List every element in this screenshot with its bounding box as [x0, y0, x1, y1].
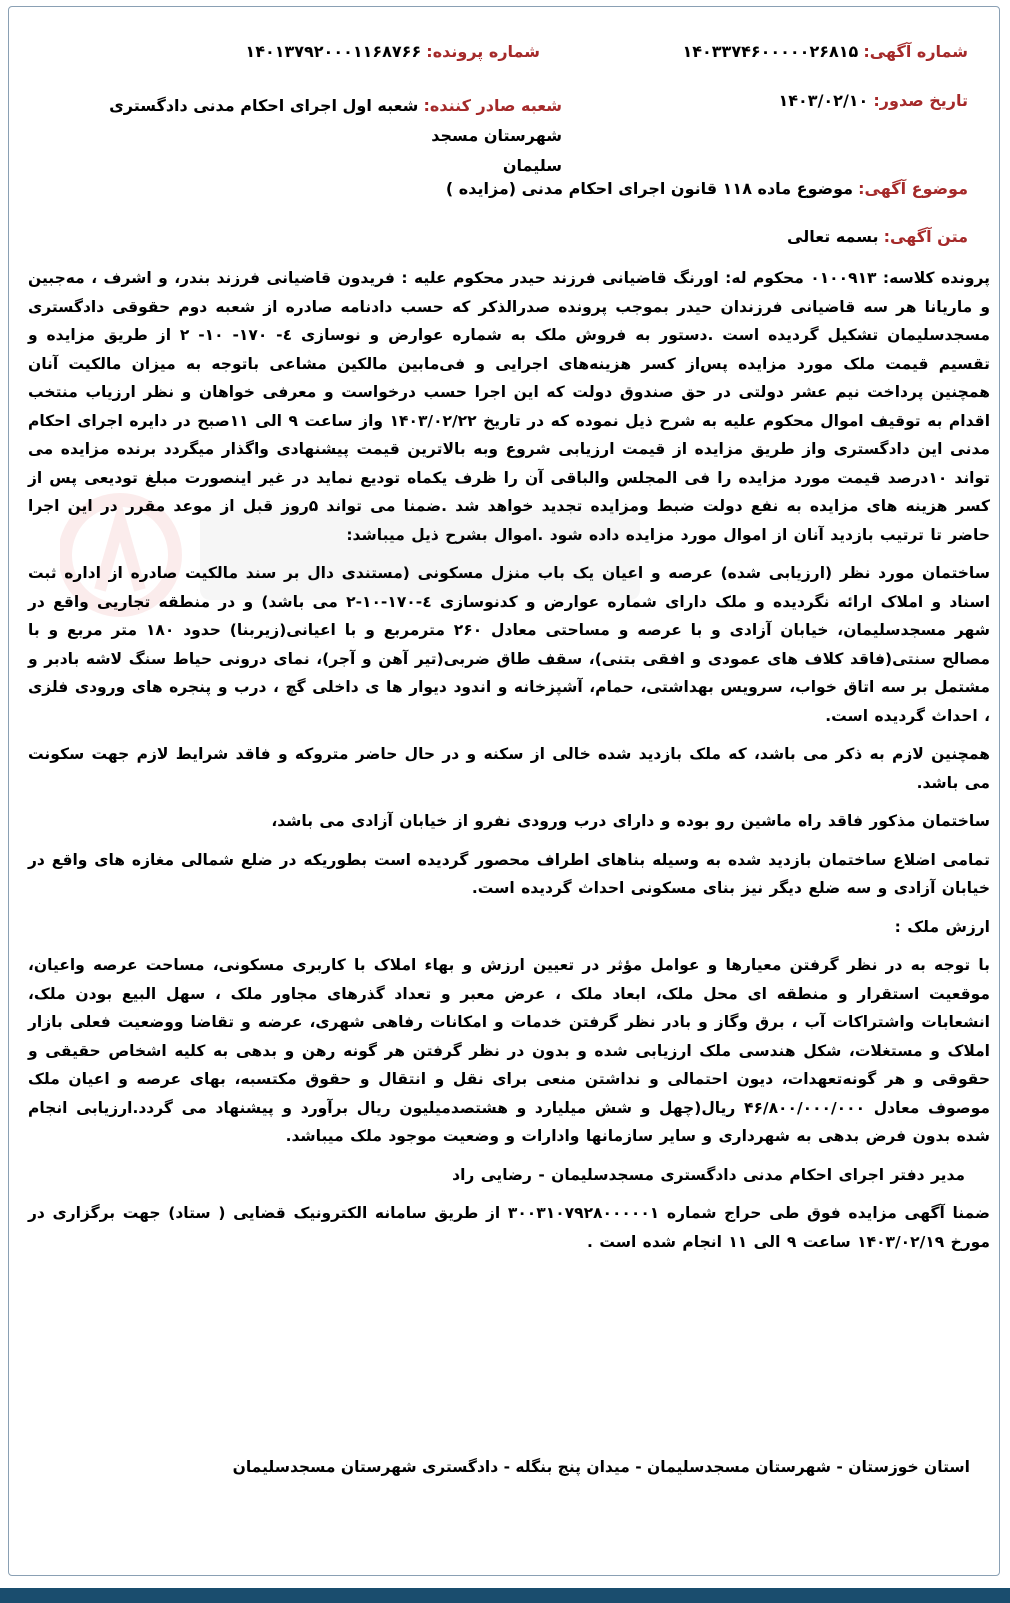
issue-date-row — [779, 91, 969, 110]
body-paragraph-signature: مدیر دفتر اجرای احکام مدنی دادگستری مسجدسلیمان - رضایی راد — [452, 1165, 965, 1184]
case-number-label: شماره پرونده: — [426, 42, 540, 61]
body-paragraph-access: ساختمان مذکور فاقد راه ماشین رو بوده و دارای درب ورودی نفرو از خیابان آزادی می باشد، — [271, 812, 990, 830]
subject-label: موضوع آگهی: — [858, 179, 968, 198]
case-number-row — [245, 42, 540, 61]
subject: موضوع ماده ۱۱۸ قانون اجرای احکام مدنی (مزایده ) — [445, 179, 854, 198]
notice-number: ۱۴۰۳۳۷۴۶۰۰۰۰۰۲۶۸۱۵ — [682, 42, 859, 61]
body-paragraph-value-heading: ارزش ملک : — [894, 917, 990, 936]
text-label-row — [787, 227, 968, 246]
issue-date: ۱۴۰۳/۰۲/۱۰ — [778, 91, 869, 110]
text-label: متن آگهی: — [883, 227, 968, 246]
body-paragraph-valuation: با توجه به در نظر گرفتن معیارها و عوامل مؤثر در تعیین ارزش و بهاء املاک با کاربری مسکونی، مساحت عرصه واعیان، موقعیت استقرار و منطقه ای محل ملک، ابعاد ملک ، عرض معبر و تعداد گذرهای مجاور ملک ، سهل البیع بودن ملک، انشعابات واشتراکات آب ، برق وگاز و بادر نظر گرفتن خدمات و امکانات رفاهی شهری، عرضه و تقاضا ووضعیت فعلی بازار املاک و مستغلات، شکل هندسی ملک ارزیابی شده و بدون در نظر گرفتن هر گونه رهن و بدهی به کلیه اشخاص حقیقی و حقوقی و هر گونه‌تعهدات، دیون احتمالی و نداشتن منعی برای نقل و انتقال و حقوق مکتسبه، بهای عرصه و اعیان ملک موصوف معادل ۴۶/۸۰۰/۰۰۰/۰۰۰ ریال(چهل و شش میلیارد و هشتصدمیلیون ریال برآورد و پیشنهاد می گردد.ارزیابی انجام شده بدون فرض بدهی به شهرداری و سایر سازمانها وادارات و وضعیت موجود ملک میباشد. — [28, 956, 990, 1145]
notice-number-label: شماره آگهی: — [863, 42, 968, 61]
address: استان خوزستان - شهرستان مسجدسلیمان - میدان پنج بنگله - دادگستری شهرستان مسجدسلیمان — [232, 1458, 970, 1476]
body-paragraph-case: پرونده کلاسه: ۰۱۰۰۹۱۳ محکوم له: اورنگ قاضیانی فرزند حیدر محکوم علیه : فریدون قاضیانی فرزند بندر، و اشرف ، مه‌جبین و ماریانا هر سه قاضیانی فرزندان حیدر بموجب پرونده صدرالذکر که حسب دادنامه صادره از شعبه دوم حقوقی دادگستری مسجدسلیمان تشکیل گردیده است .دستور به فروش ملک به شماره عوارض و نوسازی ٤- ۱۷۰- ۱۰- ۲ از طریق مزایده و تقسیم قیمت ملک مورد مزایده پس‌از کسر هزینه‌های اجرایی و فی‌مابین مالکین مشاعی باتوجه به میزان مالکیت آنان همچنین پرداخت نیم عشر دولتی در حق صندوق دولت که این اجرا حسب درخواست و معرفی خواهان و نظر ارزیاب منتخب اقدام به توقیف اموال محکوم علیه به شرح ذیل نموده که در تاریخ ۱۴۰۳/۰۲/۲۲ واز ساعت ۹ الی ۱۱صبح در دایره اجرای احکام مدنی این دادگستری واز طریق مزایده از قیمت ارزیابی شروع وبه بالاترین قیمت پیشنهادی واگذار میگردد برنده مزایده می تواند ۱۰درصد قیمت مورد مزایده را فی المجلس والباقی آن را ظرف یکماه تودیع نماید در غیر اینصورت مبلغ تودیعی پس از کسر هزینه های مزایده به نفع دولت ضبط ومزایده تجدید خواهد شد .ضمنا می تواند ۵روز قبل از موعد مقرر در این اجرا حاضر تا ترتیب بازدید آنان از اموال مورد مزایده داده شود .اموال بشرح ذیل میباشد: — [28, 269, 991, 544]
notice-number-row — [682, 42, 968, 61]
bottom-bar — [0, 1588, 1010, 1603]
issue-date-label: تاریخ صدور: — [873, 91, 968, 110]
body-paragraph-property: ساختمان مورد نظر (ارزیابی شده) عرصه و اعیان یک باب منزل مسکونی (مستندی دال بر سند مالکیت صادره از اداره ثبت اسناد و املاک ارائه نگردیده و ملک دارای شماره عوارض و کدنوسازی ٤-۱۷۰-۱۰-۲ می باشد) و در منطقه تجاریی واقع در شهر مسجدسلیمان، خیابان آزادی و با عرصه و مساحتی معادل ۲۶۰ مترمربع و با اعیانی(زیربنا) حدود ۱۸۰ متر مربع و با مصالح سنتی(فاقد کلاف های عمودی و افقی بتنی)، سقف طاق ضربی(تیر آهن و آجر)، نمای درونی حیاط سنگ لاشه بادبر و مشتمل بر سه اتاق خواب، سرویس بهداشتی، حمام، آشپزخانه و اندود دیوار ها ی داخلی گچ ، درب و پنجره های ورودی فلزی ، احداث گردیده است. — [28, 564, 991, 725]
issuer-line1: شعبه اول اجرای احکام مدنی دادگستری شهرستان مسجد — [109, 96, 562, 145]
issuer-line2: سلیمان — [502, 156, 562, 175]
subject-row — [446, 179, 968, 198]
notice-body — [28, 264, 990, 1266]
body-paragraph-boundaries: تمامی اضلاع ساختمان بازدید شده به وسیله بناهای اطراف محصور گردیده است بطوریکه در ضلع شمالی مغازه های واقع در خیابان آزادی و سه ضلع دیگر نیز بنای مسکونی احداث گردیده است. — [28, 850, 990, 897]
body-paragraph-auction-ref: ضمنا آگهی مزایده فوق طی حراج شماره ۳۰۰۳۱۰۷۹۲۸۰۰۰۰۰۱ از طریق سامانه الکترونیک قضایی ( ستاد) جهت برگزاری در مورخ ۱۴۰۳/۰۲/۱۹ ساعت ۹ الی ۱۱ انجام شده است . — [28, 1204, 990, 1251]
body-paragraph-vacant: همچنین لازم به ذکر می باشد، که ملک بازدید شده خالی از سکنه و در حال حاضر متروکه و فاقد شرایط لازم جهت سکونت می باشد. — [28, 745, 990, 792]
case-number: ۱۴۰۱۳۷۹۲۰۰۰۱۱۶۸۷۶۶ — [245, 42, 422, 61]
issuer-label: شعبه صادر کننده: — [423, 96, 562, 115]
issuer-row — [52, 91, 562, 181]
text-opening: بسمه تعالی — [787, 227, 879, 246]
